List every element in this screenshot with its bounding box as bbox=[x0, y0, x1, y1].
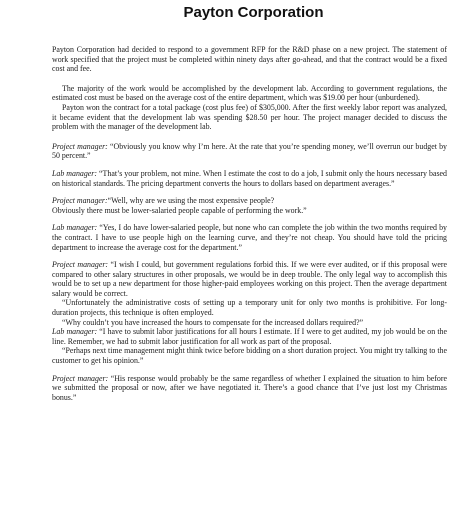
speaker-label: Lab manager: bbox=[52, 327, 98, 337]
dialogue-text: “Obviously you know why I’m here. At the rate that you’re spending money, we’ll overrun our budget by 50 percent.” bbox=[52, 141, 447, 161]
dialogue-text: “Well, why are we using the most expensive people? bbox=[107, 196, 275, 206]
dialogue-text: “Yes, I do have lower-salaried people, but none who can complete the job within the two months required by the contract. I have to use people high on the learning curve, and they’re not cheap. You should have told the pricing department to increase the average cost for the department.” bbox=[52, 223, 447, 252]
dialogue-paragraph bbox=[52, 169, 447, 188]
dialogue-text: “Perhaps next time management might think twice before bidding on a short duration project. You might try talking to the customer to get his opinion.” bbox=[52, 346, 447, 366]
paragraph-text: Payton Corporation had decided to respond to a government RFP for the R&D phase on a new project. The statement of work specified that the project must be completed within ninety days after go-ahead, and that the contract would be a fixed cost and fee. bbox=[52, 45, 447, 74]
speaker-label: Project manager: bbox=[52, 196, 108, 206]
paragraph-majority bbox=[52, 84, 447, 103]
speaker-label: Lab manager: bbox=[52, 168, 97, 178]
dialogue-continuation bbox=[52, 346, 447, 365]
dialogue-text: “Why couldn’t you have increased the hours to compensate for the increased dollars required?” bbox=[62, 317, 364, 327]
speaker-label: Project manager: bbox=[52, 260, 109, 270]
dialogue-continuation bbox=[52, 318, 447, 328]
dialogue-text: “I wish I could, but government regulations forbid this. If we were ever audited, or if this proposal were compared to other salary structures in other proposals, we would be in deep trouble. The only legal way to accomplish this would be to set up a new department for those higher-paid employees working on this project. Then the average department salary would be correct. bbox=[52, 260, 447, 298]
paragraph-intro bbox=[52, 45, 447, 74]
dialogue-paragraph bbox=[52, 327, 447, 346]
dialogue-paragraph bbox=[52, 196, 447, 206]
dialogue-paragraph bbox=[52, 223, 447, 252]
dialogue-continuation bbox=[52, 206, 447, 216]
dialogue-text: “His response would probably be the same regardless of whether I explained the situation to him before we submitted the proposal or now, after we have negotiated it. There’s a good chance that I’ve just lost my Christmas bonus.” bbox=[52, 373, 447, 402]
dialogue-continuation bbox=[52, 298, 447, 317]
dialogue-paragraph bbox=[52, 260, 447, 298]
speaker-label: Project manager: bbox=[52, 373, 109, 383]
paragraph-contract-won bbox=[52, 103, 447, 132]
speaker-label: Project manager: bbox=[52, 141, 108, 151]
paragraph-text: The majority of the work would be accomplished by the development lab. According to government regulations, the estimated cost must be based on the average cost of the entire department, which was $19.00 per hour (unburdened). bbox=[52, 83, 447, 103]
speaker-label: Lab manager: bbox=[52, 223, 98, 233]
document-title: Payton Corporation bbox=[183, 4, 324, 21]
dialogue-paragraph bbox=[52, 374, 447, 403]
dialogue-paragraph bbox=[52, 142, 447, 161]
dialogue-text: Obviously there must be lower-salaried people capable of performing the work.” bbox=[52, 205, 307, 215]
paragraph-text: Payton won the contract for a total package (cost plus fee) of $305,000. After the first weekly labor report was analyzed, it became evident that the development lab was spending $28.50 per hour. The project manager decided to discuss the problem with the manager of the development lab. bbox=[52, 102, 447, 132]
dialogue-text: “That’s your problem, not mine. When I estimate the cost to do a job, I submit only the hours necessary based on historical standards. The pricing department converts the hours to dollars based on department averages.” bbox=[52, 168, 447, 188]
dialogue-text: “Unfortunately the administrative costs of setting up a temporary unit for only two months is prohibitive. For long-duration projects, this technique is often employed. bbox=[52, 298, 447, 318]
dialogue-text: “I have to submit labor justifications for all hours I estimate. If I were to get audited, my job would be on the line. Remember, we had to submit labor justification for all work as part of the proposal. bbox=[52, 327, 448, 346]
